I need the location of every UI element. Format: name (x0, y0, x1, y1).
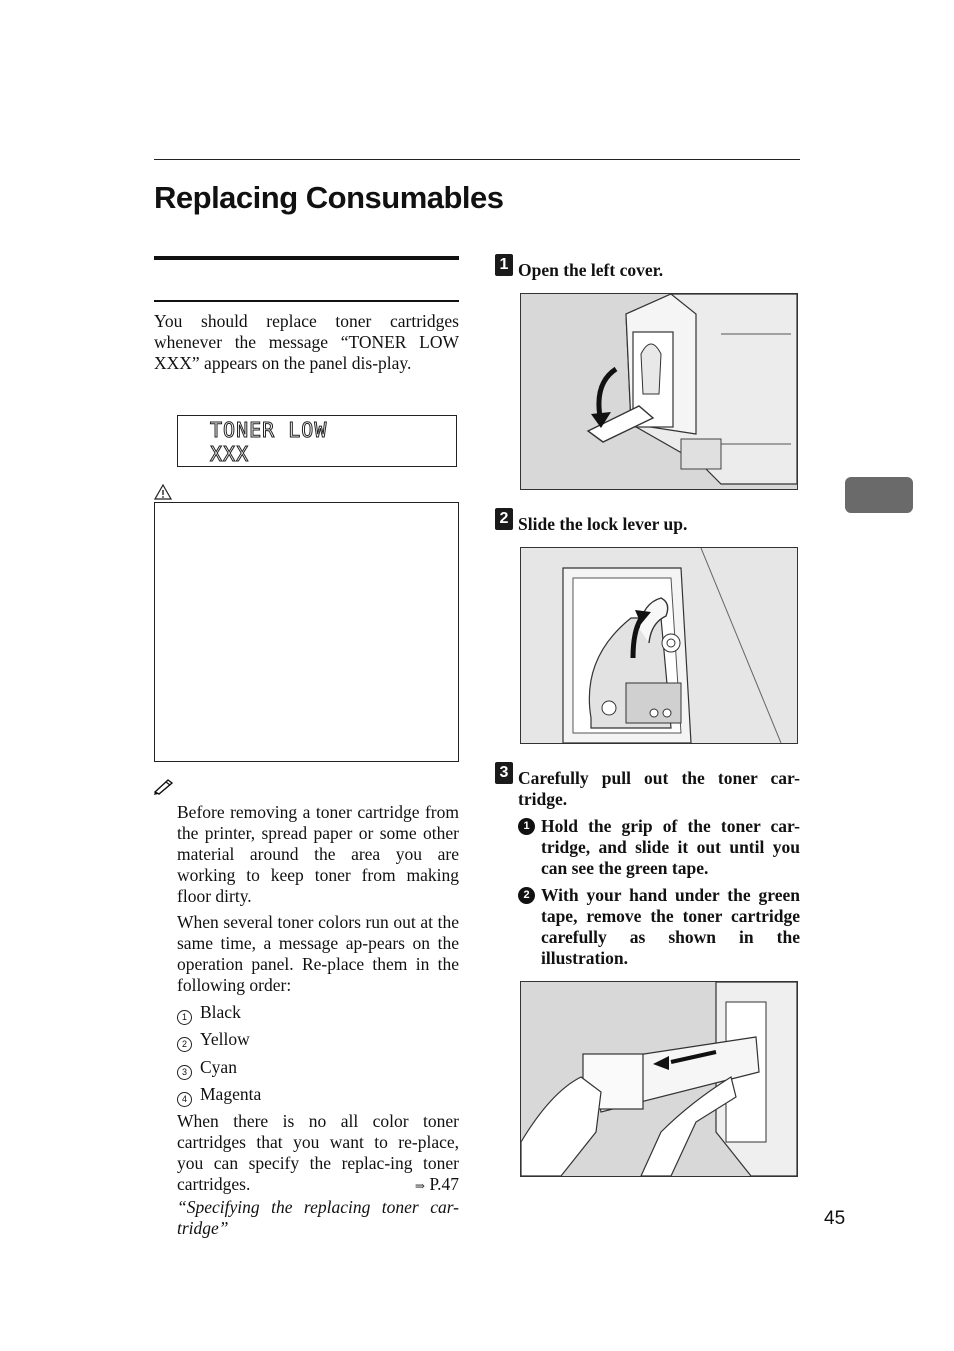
reference-title[interactable]: “Specifying the replacing toner car-tridge” (177, 1197, 459, 1238)
reference-arrow-icon: ⇒ (414, 1179, 425, 1193)
step-number: 2 (495, 508, 513, 530)
reference-page-label: P.47 (429, 1174, 459, 1194)
order-number: 1 (177, 1010, 192, 1025)
step-text: Carefully pull out the toner car-tridge. (518, 768, 800, 809)
chapter-tab (845, 477, 913, 513)
order-label: Cyan (200, 1057, 237, 1077)
illustration-open-left-cover (520, 293, 798, 490)
order-number: 2 (177, 1037, 192, 1052)
step-text: Slide the lock lever up. (518, 514, 688, 534)
note-paragraph-3-text: When there is no all color toner cartridges that you want to re-place, you can specify the replac-ing toner cartridges. (177, 1111, 459, 1194)
note-paragraph-1: Before removing a toner cartridge from the printer, spread paper or some other material around the area you are working to keep toner from making floor dirty. (177, 802, 459, 906)
order-item (177, 1002, 241, 1025)
note-paragraph-2: When several toner colors run out at the same time, a message ap-pears on the operation panel. Re-place them in the following order: (177, 912, 459, 995)
substep-text: With your hand under the green tape, remove the toner cartridge carefully as shown in the illustration. (541, 885, 800, 968)
step-number: 3 (495, 762, 513, 784)
order-label: Black (200, 1002, 241, 1022)
panel-display-line2: XXX (210, 442, 250, 466)
order-item (177, 1084, 261, 1107)
order-label: Magenta (200, 1084, 262, 1104)
panel-display-line1: TONER LOW (210, 418, 328, 442)
illustration-slide-lock-lever (520, 547, 798, 744)
warning-box (154, 502, 459, 762)
illustration-pull-out-toner (520, 981, 798, 1177)
order-label: Yellow (200, 1029, 250, 1049)
page-title: Replacing Consumables (154, 180, 504, 215)
order-item (177, 1057, 237, 1080)
order-number: 3 (177, 1065, 192, 1080)
note-pencil-icon (153, 777, 175, 800)
panel-display (177, 415, 457, 467)
note-paragraph-3 (177, 1111, 459, 1239)
section-rule-bottom (154, 300, 459, 302)
substep-text: Hold the grip of the toner car-tridge, and slide it out until you can see the green tape. (541, 816, 800, 878)
order-number: 4 (177, 1092, 192, 1107)
page-number: 45 (824, 1208, 846, 1229)
order-item (177, 1029, 250, 1052)
section-rule-top (154, 256, 459, 260)
header-rule (154, 159, 800, 160)
step-text: Open the left cover. (518, 260, 664, 280)
substep-number: 2 (518, 887, 535, 904)
step-number: 1 (495, 254, 513, 276)
intro-paragraph: You should replace toner cartridges whenever the message “TONER LOW XXX” appears on the panel dis-play. (154, 311, 459, 373)
reference-page[interactable] (415, 1174, 459, 1197)
substep-number: 1 (518, 818, 535, 835)
